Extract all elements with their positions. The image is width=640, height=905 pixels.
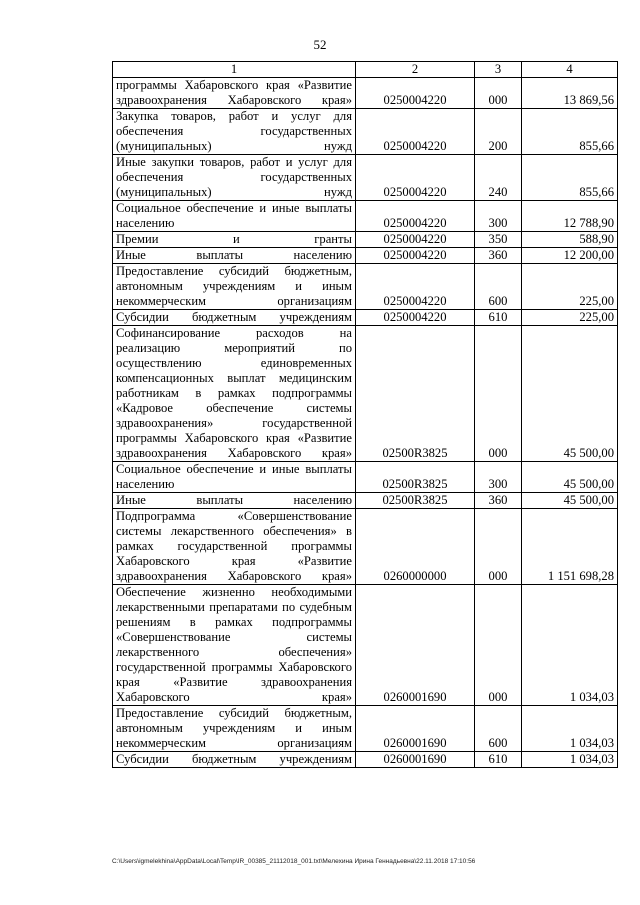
- row-amount: 855,66: [522, 155, 618, 201]
- row-target-code: 0250004220: [356, 201, 475, 232]
- row-description: Закупка товаров, работ и услуг для обеспечения государственных (муниципальных) нужд: [113, 109, 356, 155]
- row-expense-type: 000: [475, 585, 522, 706]
- row-target-code: 0250004220: [356, 109, 475, 155]
- table-row: [113, 752, 618, 768]
- row-amount: 588,90: [522, 232, 618, 248]
- column-header: 3: [475, 62, 522, 78]
- table-row: [113, 248, 618, 264]
- row-description: программы Хабаровского края «Развитие здравоохранения Хабаровского края»: [113, 78, 356, 109]
- row-description: Подпрограмма «Совершенствование системы лекарственного обеспечения» в рамках государственной программы Хабаровского края «Развитие здравоохранения Хабаровского края»: [113, 509, 356, 585]
- row-description: Социальное обеспечение и иные выплаты населению: [113, 201, 356, 232]
- row-expense-type: 300: [475, 462, 522, 493]
- file-path-footer: C:\Users\igmelekhina\AppData\Local\Temp\IR_00385_21112018_001.txt\Мелехина Ирина Геннадьевна\22.11.2018 17:10:56: [112, 858, 476, 865]
- row-description: Премии и гранты: [113, 232, 356, 248]
- row-amount: 13 869,56: [522, 78, 618, 109]
- table-row: [113, 462, 618, 493]
- table-row: [113, 155, 618, 201]
- table-row: [113, 493, 618, 509]
- row-amount: 12 200,00: [522, 248, 618, 264]
- table-header-row: [113, 62, 618, 78]
- row-expense-type: 200: [475, 109, 522, 155]
- table-row: [113, 264, 618, 310]
- row-description: Субсидии бюджетным учреждениям: [113, 752, 356, 768]
- row-description: Иные выплаты населению: [113, 493, 356, 509]
- row-target-code: 0260001690: [356, 752, 475, 768]
- row-expense-type: 000: [475, 509, 522, 585]
- table-row: [113, 326, 618, 462]
- table-row: [113, 310, 618, 326]
- row-expense-type: 000: [475, 326, 522, 462]
- row-expense-type: 610: [475, 752, 522, 768]
- column-header: 2: [356, 62, 475, 78]
- row-amount: 45 500,00: [522, 493, 618, 509]
- column-header: 1: [113, 62, 356, 78]
- row-target-code: 02500R3825: [356, 326, 475, 462]
- row-expense-type: 000: [475, 78, 522, 109]
- row-target-code: 02500R3825: [356, 493, 475, 509]
- row-target-code: 02500R3825: [356, 462, 475, 493]
- row-target-code: 0250004220: [356, 310, 475, 326]
- row-description: Предоставление субсидий бюджетным, автономным учреждениям и иным некоммерческим организациям: [113, 706, 356, 752]
- table-body: [113, 78, 618, 768]
- table-row: [113, 109, 618, 155]
- row-description: Субсидии бюджетным учреждениям: [113, 310, 356, 326]
- table-row: [113, 201, 618, 232]
- row-amount: 1 151 698,28: [522, 509, 618, 585]
- table-row: [113, 232, 618, 248]
- row-expense-type: 600: [475, 706, 522, 752]
- table-row: [113, 509, 618, 585]
- row-description: Обеспечение жизненно необходимыми лекарственными препаратами по судебным решениям в рамках подпрограммы «Совершенствование системы лекарственного обеспечения» государственной программы Хабаровского края «Развитие здравоохранения Хабаровского края»: [113, 585, 356, 706]
- table-row: [113, 706, 618, 752]
- row-amount: 1 034,03: [522, 585, 618, 706]
- row-expense-type: 240: [475, 155, 522, 201]
- row-amount: 1 034,03: [522, 706, 618, 752]
- row-expense-type: 600: [475, 264, 522, 310]
- row-description: Иные выплаты населению: [113, 248, 356, 264]
- page-number: 52: [313, 37, 327, 52]
- row-target-code: 0260001690: [356, 706, 475, 752]
- row-amount: 855,66: [522, 109, 618, 155]
- row-expense-type: 360: [475, 493, 522, 509]
- row-description: Иные закупки товаров, работ и услуг для обеспечения государственных (муниципальных) нужд: [113, 155, 356, 201]
- row-amount: 225,00: [522, 264, 618, 310]
- row-expense-type: 360: [475, 248, 522, 264]
- row-target-code: 0250004220: [356, 78, 475, 109]
- row-target-code: 0260001690: [356, 585, 475, 706]
- budget-table: [112, 61, 618, 768]
- row-expense-type: 350: [475, 232, 522, 248]
- row-description: Софинансирование расходов на реализацию мероприятий по осуществлению единовременных компенсационных выплат медицинским работникам в рамках подпрограммы «Кадровое обеспечение системы здравоохранения» государственной программы Хабаровского края «Развитие здравоохранения Хабаровского края»: [113, 326, 356, 462]
- row-target-code: 0250004220: [356, 264, 475, 310]
- row-amount: 12 788,90: [522, 201, 618, 232]
- row-target-code: 0250004220: [356, 232, 475, 248]
- row-expense-type: 610: [475, 310, 522, 326]
- column-header: 4: [522, 62, 618, 78]
- table-row: [113, 78, 618, 109]
- row-target-code: 0250004220: [356, 155, 475, 201]
- row-amount: 225,00: [522, 310, 618, 326]
- row-amount: 45 500,00: [522, 326, 618, 462]
- row-description: Социальное обеспечение и иные выплаты населению: [113, 462, 356, 493]
- row-amount: 1 034,03: [522, 752, 618, 768]
- table-row: [113, 585, 618, 706]
- row-amount: 45 500,00: [522, 462, 618, 493]
- row-expense-type: 300: [475, 201, 522, 232]
- row-description: Предоставление субсидий бюджетным, автономным учреждениям и иным некоммерческим организациям: [113, 264, 356, 310]
- row-target-code: 0260000000: [356, 509, 475, 585]
- row-target-code: 0250004220: [356, 248, 475, 264]
